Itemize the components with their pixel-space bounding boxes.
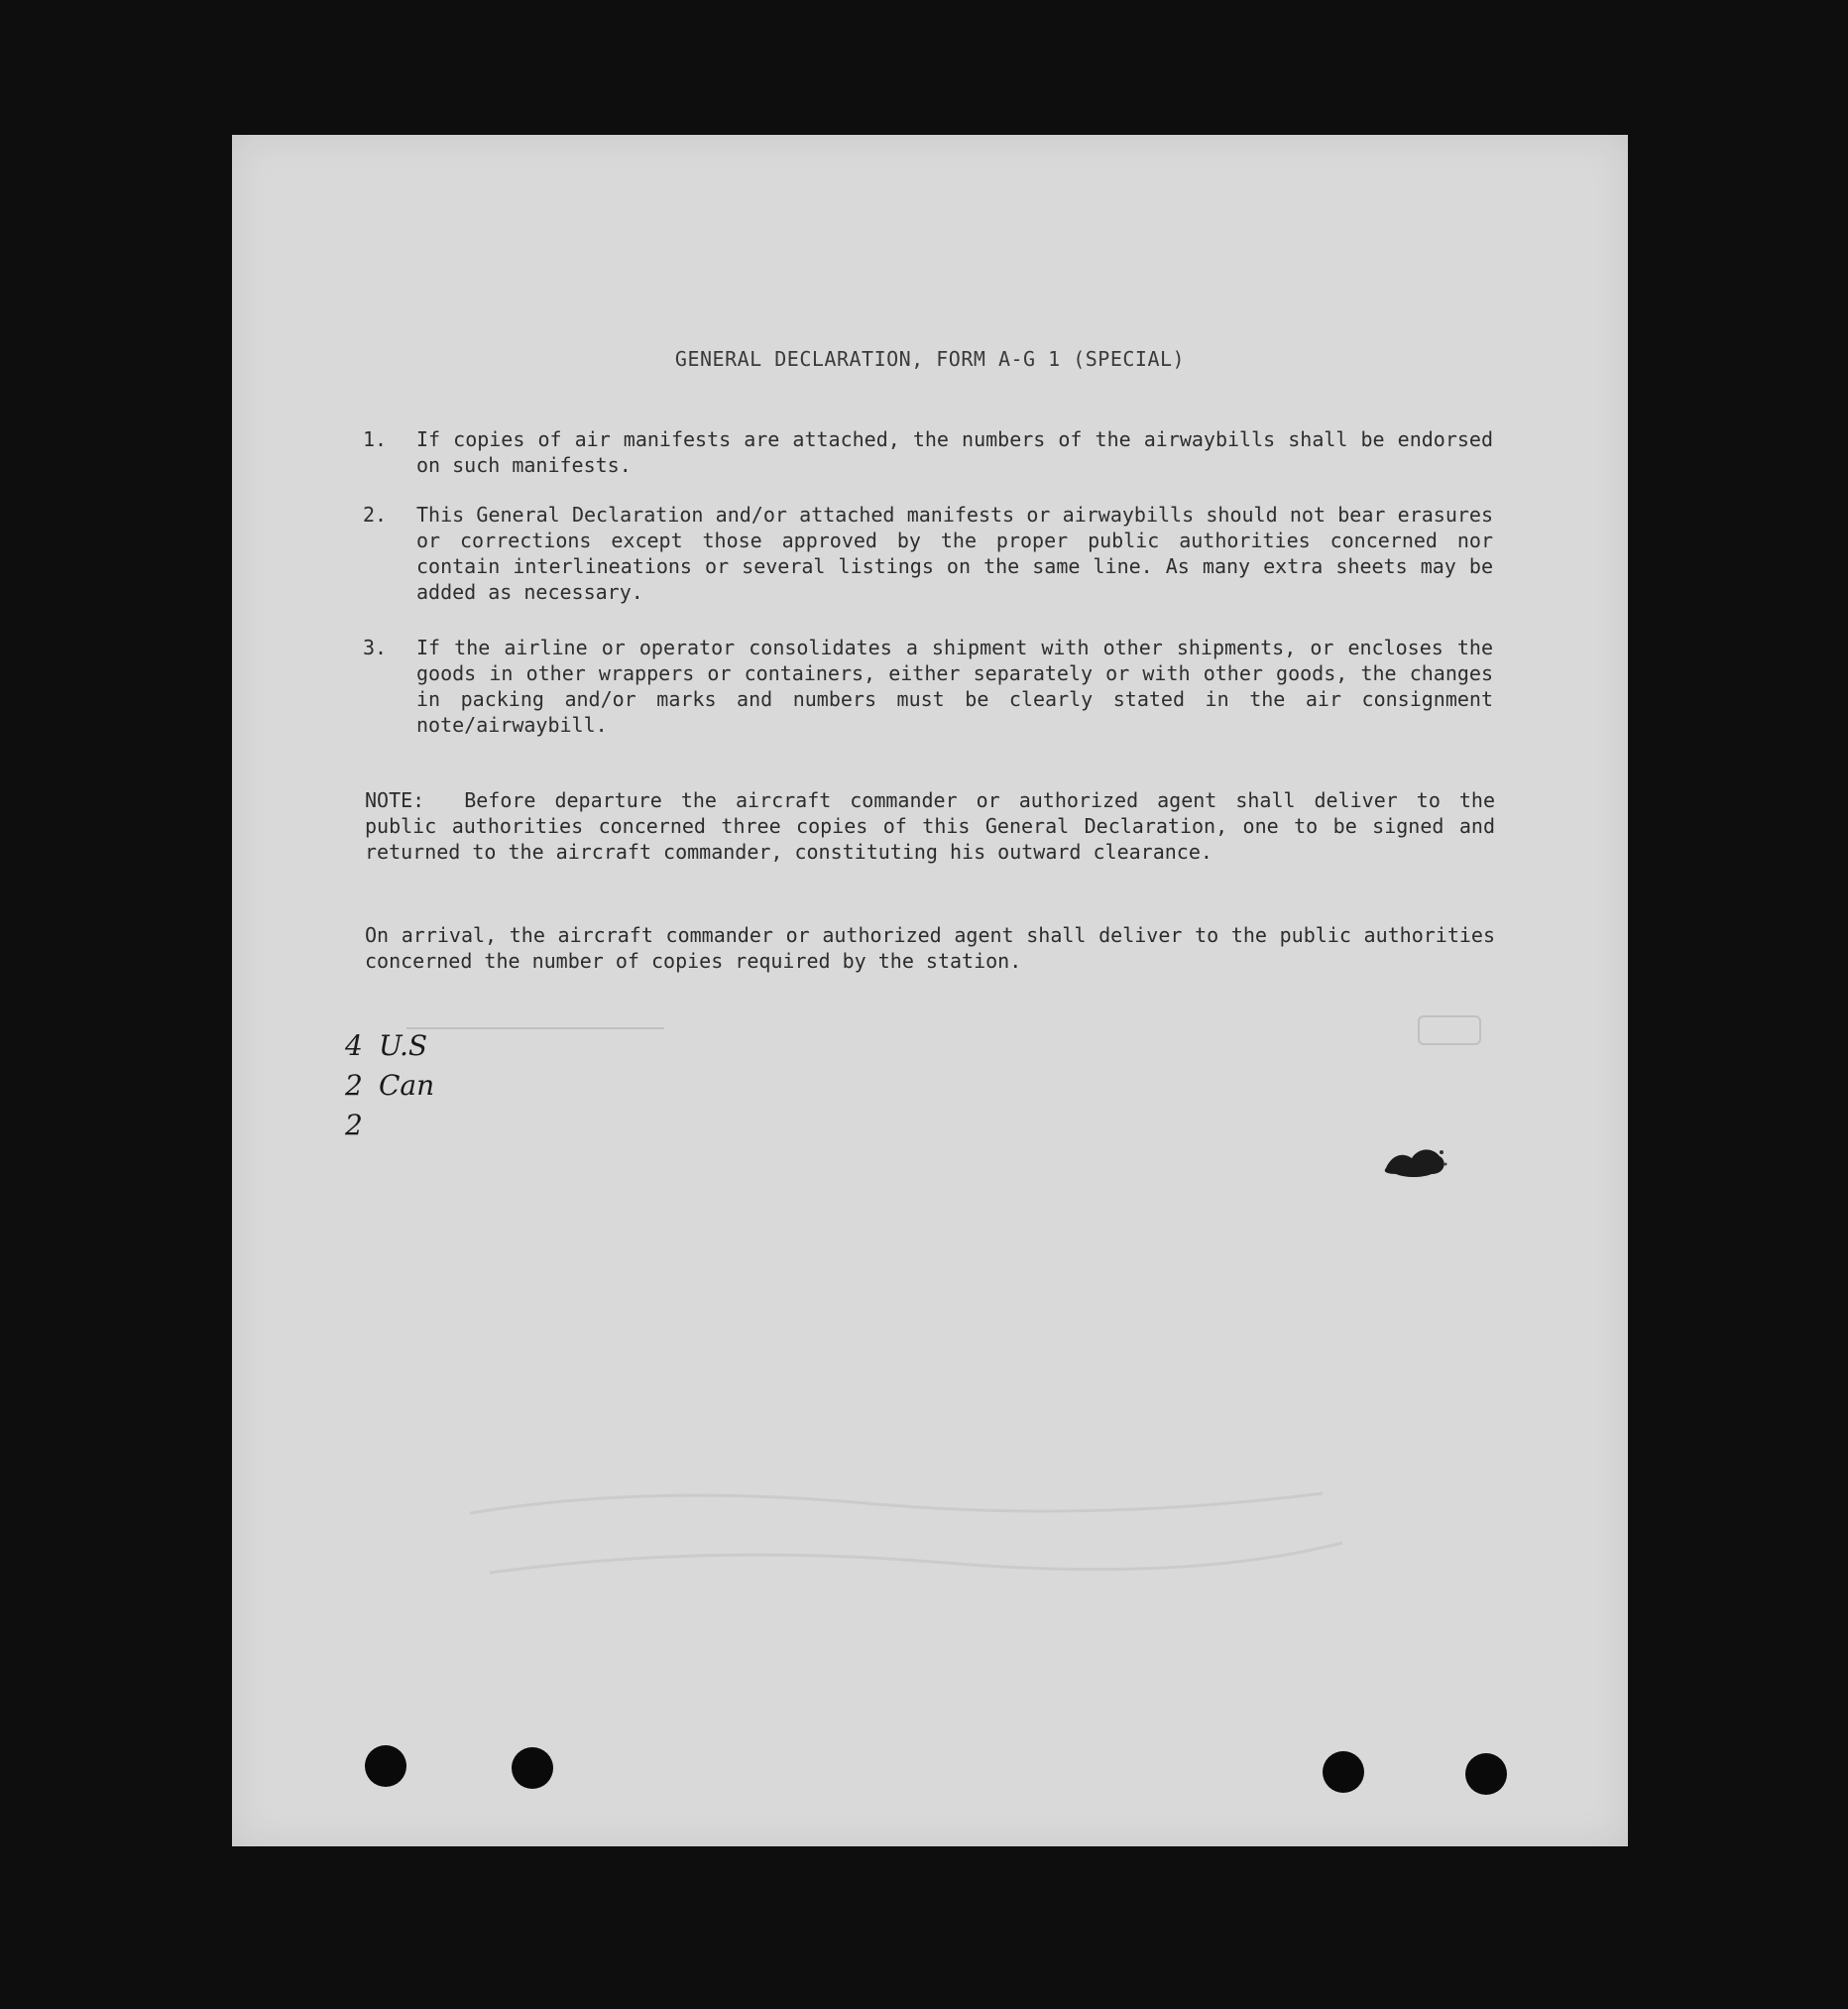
punch-hole [1465,1753,1507,1795]
item-text: If copies of air manifests are attached, the numbers of the airwaybills shall be endorsed on such manifests. [416,427,1493,477]
item-number: 1. [363,427,388,451]
document-title: GENERAL DECLARATION, FORM A-G 1 (SPECIAL) [674,347,1186,371]
item-text: This General Declaration and/or attached manifests or airwaybills should not bear erasures or corrections except those approved by the proper public authorities concerned nor contain interlineations or several listings on the same line. As many extra sheets may be added as necessary. [416,503,1493,604]
declaration-item [363,635,1493,738]
item-text: If the airline or operator consolidates a shipment with other shipments, or encloses the goods in other wrappers or containers, either separately or with other goods, the changes in packing and/or marks and numbers must be clearly stated in the air consignment note/airwaybill. [416,636,1493,737]
ink-blot [1382,1144,1449,1180]
note-paragraph [365,787,1495,865]
handwritten-line [345,1107,434,1146]
handwritten-label: Can [379,1069,435,1102]
handwritten-count: 4 [345,1029,363,1062]
note-text: Before departure the aircraft commander or authorized agent shall deliver to the public authorities concerned three copies of this General Declaration, one to be signed and returned to the aircraft commander, constituting his outward clearance. [365,788,1495,864]
declaration-item [363,426,1493,478]
bleed-through-marks [351,1424,1442,1622]
handwritten-count: 2 [345,1109,363,1141]
handwritten-label: U.S [379,1029,428,1062]
punch-hole [512,1747,553,1789]
arrival-paragraph: On arrival, the aircraft commander or authorized agent shall deliver to the public authorities concerned the number of copies required by the station. [365,923,1495,973]
punch-hole [1323,1751,1364,1793]
faded-stamp-mark [1418,1015,1481,1045]
item-number: 2. [363,503,388,527]
item-number: 3. [363,636,388,659]
punch-hole [365,1745,406,1787]
handwritten-line [345,1067,434,1107]
declaration-item [363,502,1493,605]
handwritten-count: 2 [345,1069,363,1102]
faded-stamp [406,1027,664,1148]
handwritten-copy-count [345,1027,434,1146]
document-page [232,135,1628,1846]
handwritten-line [345,1027,434,1067]
note-label: NOTE: [365,788,425,812]
